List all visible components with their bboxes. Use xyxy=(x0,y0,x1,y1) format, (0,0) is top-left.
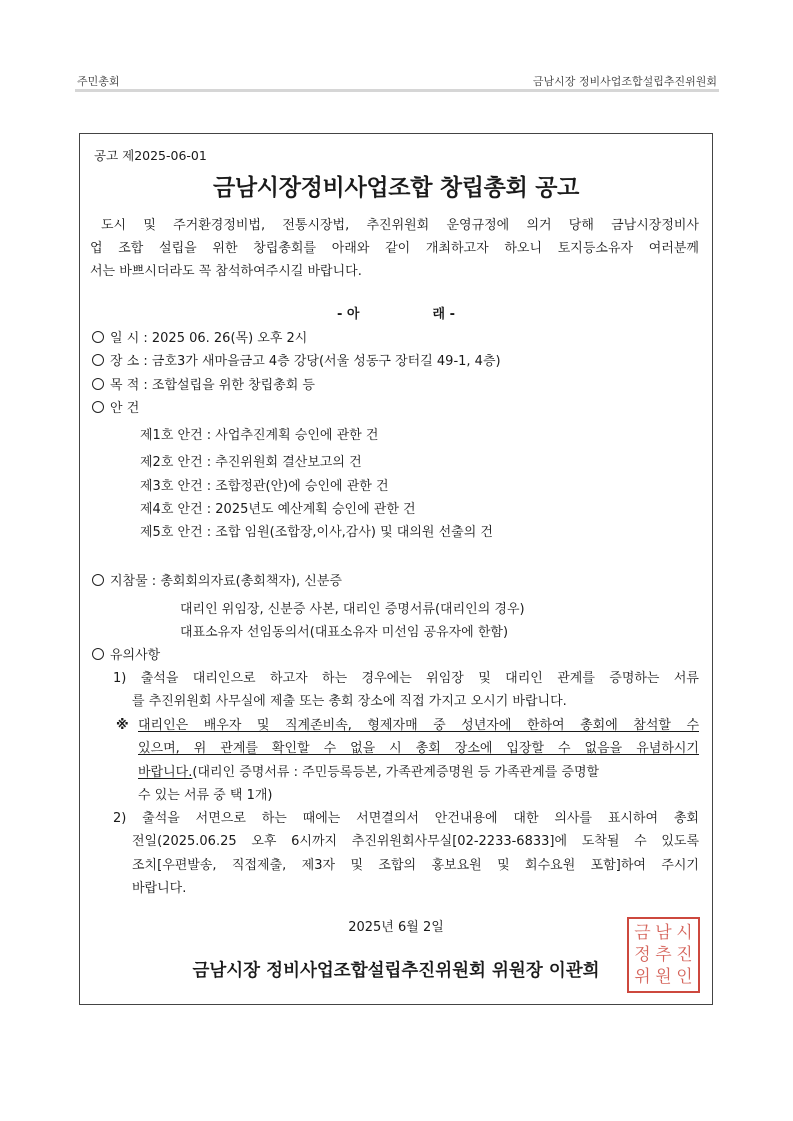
note-line-3 xyxy=(138,765,599,781)
items-line-2: 대표소유자 선임동의서(대표소유자 미선임 공유자에 한함) xyxy=(180,625,509,640)
note-mark: ※ xyxy=(116,718,129,733)
seal-glyph: 추 xyxy=(655,945,672,965)
items-line-1: 대리인 위임장, 신분증 사본, 대리인 증명서류(대리인의 경우) xyxy=(180,602,525,617)
intro-line-1: 도시 및 주거환경정비법, 전통시장법, 추진위원회 운영규정에 의거 당해 금남시장정비사 xyxy=(101,218,699,233)
sub-heading-left: - 아 xyxy=(336,307,360,322)
notice-box xyxy=(79,133,713,1005)
caution-2-line-1: 2) 출석을 서면으로 하는 때에는 서면결의서 안건내용에 대한 의사를 표시하여 총회 xyxy=(113,811,699,826)
header-left: 주민총회 xyxy=(77,75,120,88)
note-line-1: 대리인은 배우자 및 직계존비속, 형제자매 중 성년자에 한하여 총회에 참석할 수 xyxy=(138,718,699,733)
agenda-item-4: 제4호 안건 : 2025년도 예산계획 승인에 관한 건 xyxy=(140,502,416,517)
seal-glyph: 인 xyxy=(676,967,693,987)
cautions-heading xyxy=(92,648,160,664)
agenda-heading-text: 안 건 xyxy=(110,401,140,416)
note-line-4: 수 있는 서류 중 택 1개) xyxy=(138,788,273,803)
seal-glyph: 남 xyxy=(655,923,672,943)
agenda-item-1: 제1호 안건 : 사업추진계획 승인에 관한 건 xyxy=(140,428,379,443)
header-right: 금남시장 정비사업조합설립추진위원회 xyxy=(532,75,717,88)
agenda-item-5: 제5호 안건 : 조합 임원(조합장,이사,감사) 및 대의원 선출의 건 xyxy=(140,525,493,540)
intro-line-3: 서는 바쁘시더라도 꼭 참석하여주시길 바랍니다. xyxy=(90,264,362,279)
detail-date-text: 일 시 : 2025 06. 26(목) 오후 2시 xyxy=(110,331,308,346)
seal-glyph: 원 xyxy=(655,967,672,987)
header-divider xyxy=(75,89,719,92)
seal-glyph: 진 xyxy=(676,945,693,965)
circle-bullet-icon xyxy=(92,648,104,660)
items-heading-text: 지참물 : 총회회의자료(총회책자), 신분증 xyxy=(110,574,342,589)
circle-bullet-icon xyxy=(92,574,104,586)
caution-2-line-2: 전일(2025.06.25 오후 6시까지 추진위원회사무실[02-2233-6833]에 도착될 수 있도록 xyxy=(132,834,699,849)
detail-purpose-text: 목 적 : 조합설립을 위한 창립총회 등 xyxy=(110,378,315,393)
notice-date: 2025년 6월 2일 xyxy=(348,920,444,935)
seal-glyph: 금 xyxy=(634,923,651,943)
detail-place xyxy=(92,354,501,370)
circle-bullet-icon xyxy=(92,378,104,390)
seal-glyph: 시 xyxy=(676,923,693,943)
items-heading xyxy=(92,574,342,590)
seal-glyph: 정 xyxy=(634,945,651,965)
notice-number: 공고 제2025-06-01 xyxy=(94,148,207,163)
notice-title: 금남시장정비사업조합 창립총회 공고 xyxy=(212,175,580,201)
circle-bullet-icon xyxy=(92,401,104,413)
intro-line-2: 업 조합 설립을 위한 창립총회를 아래와 같이 개최하고자 하오니 토지등소유자 여러분께 xyxy=(90,241,699,256)
note-line-3-underlined: 바랍니다. xyxy=(138,765,193,780)
caution-2-line-4: 바랍니다. xyxy=(132,881,187,896)
cautions-heading-text: 유의사항 xyxy=(110,648,161,663)
note-line-3-rest: (대리인 증명서류 : 주민등록등본, 가족관계증명원 등 가족관계를 증명할 xyxy=(192,765,600,780)
detail-place-text: 장 소 : 금호3가 새마을금고 4층 강당(서울 성동구 장터길 49-1, 4층) xyxy=(110,354,501,369)
sub-heading-right: 래 - xyxy=(432,307,456,322)
caution-2-line-3: 조치[우편발송, 직접제출, 제3자 및 조합의 홍보요원 및 회수요원 포함]하여 주시기 xyxy=(132,858,699,873)
circle-bullet-icon xyxy=(92,354,104,366)
sub-heading xyxy=(80,307,712,323)
note-line-2: 있으며, 위 관계를 확인할 수 없을 시 총회 장소에 입장할 수 없음을 유념하시기 xyxy=(138,741,699,756)
detail-purpose xyxy=(92,378,315,394)
signature-line: 금남시장 정비사업조합설립추진위원회 위원장 이관희 xyxy=(192,961,600,981)
caution-1-line-2: 를 추진위원회 사무실에 제출 또는 총회 장소에 직접 가지고 오시기 바랍니다. xyxy=(132,694,567,709)
seal-glyph: 위 xyxy=(634,967,651,987)
caution-1-line-1: 1) 출석을 대리인으로 하고자 하는 경우에는 위임장 및 대리인 관계를 증명하는 서류 xyxy=(113,671,699,686)
circle-bullet-icon xyxy=(92,331,104,343)
agenda-item-2: 제2호 안건 : 추진위원회 결산보고의 건 xyxy=(140,455,362,470)
detail-date xyxy=(92,331,307,347)
agenda-item-3: 제3호 안건 : 조합정관(안)에 승인에 관한 건 xyxy=(140,479,389,494)
agenda-heading xyxy=(92,401,139,417)
